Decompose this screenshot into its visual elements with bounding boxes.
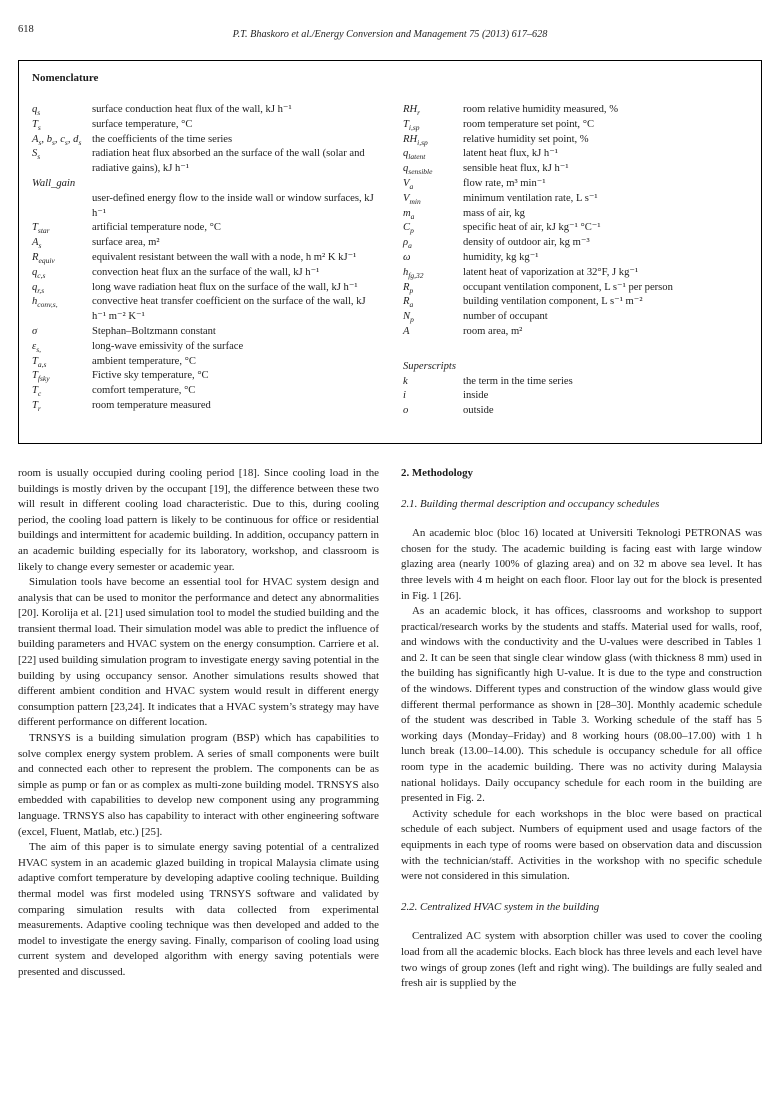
nomenclature-entry bbox=[403, 236, 748, 251]
paragraph: The aim of this paper is to simulate energy saving potential of a centralized HVAC system in an academic glazed building in tropical Malaysia climate using adaptive comfort temperature by developing adaptive cooling technique. Building thermal model was first modeled using TRNSYS software and validated by comparing simulation results with data collected from experimental measurements. Adaptive cooling technique was then developed and added to the model to investigate the energy saving. Finally, comparison of cooling load using current system and developed algorithm with energy saving potentials were presented and discussed. bbox=[18, 841, 379, 978]
symbol: $T_{i,sp}$ bbox=[403, 118, 420, 132]
section-heading: 2. Methodology bbox=[401, 466, 473, 479]
nomenclature-entry bbox=[32, 147, 377, 177]
nomenclature-entry bbox=[32, 236, 377, 251]
definition: radiation heat flux absorbed an the surface of the wall (solar and radiative gains), kJ h⁻¹ bbox=[92, 148, 365, 175]
symbol: $RH_{i,sp}$ bbox=[403, 133, 428, 147]
symbol: $V_{min}$ bbox=[403, 192, 421, 206]
symbol: $T_r$ bbox=[32, 399, 41, 414]
symbol: $T_{fsky}$ bbox=[32, 370, 50, 384]
definition: comfort temperature, °C bbox=[92, 385, 196, 397]
nomenclature-entry bbox=[32, 340, 377, 355]
symbol: k bbox=[403, 375, 408, 387]
definition: Fictive sky temperature, °C bbox=[92, 370, 209, 382]
definition: building ventilation component, L s⁻¹ m⁻² bbox=[463, 296, 643, 308]
definition: artificial temperature node, °C bbox=[92, 222, 221, 234]
symbol: $V_a$ bbox=[403, 177, 414, 192]
paragraph: room is usually occupied during cooling period [18]. Since cooling load in the buildings is mostly driven by the occupant [19], the difference between these two will result in different cooling load characteristic. Due to this, during cooling period, the cooling load pattern is likely to be continuous for office or residential buildings and intermittent for academic building. In addition, occupancy pattern in an academic building especially for its laboratory, workshop, and classroom is likely to change every semester or academic year. bbox=[18, 466, 379, 573]
symbol: $R_{equiv}$ bbox=[32, 251, 55, 266]
nomenclature-entry bbox=[403, 221, 748, 236]
symbol: $T_{a,s}$ bbox=[32, 355, 47, 369]
nomenclature-entry bbox=[32, 118, 377, 133]
symbol: $q_{sensible}$ bbox=[403, 163, 433, 177]
nomenclature-box bbox=[18, 60, 762, 444]
paragraph: Activity schedule for each workshops in the bloc were based on practical schedule of each subject. Numbers of equipment used and usage factors of the equipments in each type of rooms were based on observation data and discussion with the technician/staff. Activities in the workshop with no specific schedule were not considered in this simulation. bbox=[401, 807, 762, 883]
definition: room area, m² bbox=[463, 325, 523, 337]
definition: ambient temperature, °C bbox=[92, 355, 196, 367]
definition: room temperature set point, °C bbox=[463, 118, 595, 130]
article-body bbox=[18, 466, 762, 992]
symbol: $C_p$ bbox=[403, 222, 414, 236]
nomenclature-entry bbox=[32, 384, 377, 399]
subsection-heading: 2.2. Centralized HVAC system in the building bbox=[401, 900, 600, 913]
symbol: $q_{latent}$ bbox=[403, 148, 426, 162]
body-right-column bbox=[401, 466, 762, 992]
nomenclature-entry bbox=[403, 404, 748, 419]
nomenclature-entry bbox=[32, 355, 377, 370]
nomenclature-entry bbox=[32, 295, 377, 325]
symbol: $A_s$, $b_s$, $c_s$, $d_s$ bbox=[32, 133, 82, 147]
symbol: $N_p$ bbox=[403, 311, 414, 325]
nomenclature-entry bbox=[403, 251, 748, 266]
definition: latent heat flux, kJ h⁻¹ bbox=[463, 148, 558, 160]
symbol: $T_{star}$ bbox=[32, 222, 50, 236]
paragraph: TRNSYS is a building simulation program (BSP) which has capabilities to solve complex energy system problem. A series of small components were built and connected each other to represent the problem. The components can be as simple as pump or fan or as complex as multi-zone building model. TRNSYS also embedded with capabilities to develop new component using any programming language. TRNSYS also has capability to interact with other engineering software (excel, Fluent, Matlab, etc.) [25]. bbox=[18, 732, 379, 838]
definition: specific heat of air, kJ kg⁻¹ °C⁻¹ bbox=[463, 222, 601, 234]
symbol: $h_{fg,32}$ bbox=[403, 266, 424, 280]
definition: the term in the time series bbox=[463, 375, 573, 387]
nomenclature-entry bbox=[403, 207, 748, 222]
definition: user-defined energy flow to the inside wall or window surfaces, kJ h⁻¹ bbox=[92, 192, 374, 219]
subsection-heading: 2.1. Building thermal description and occupancy schedules bbox=[401, 497, 660, 510]
nomenclature-entry bbox=[403, 375, 748, 390]
nomenclature-entry bbox=[32, 251, 377, 266]
nomenclature-entry bbox=[403, 118, 748, 133]
definition: convective heat transfer coefficient on the surface of the wall, kJ h⁻¹ m⁻² K⁻¹ bbox=[92, 296, 366, 323]
nomenclature-entry bbox=[32, 266, 377, 281]
nomenclature-right-column bbox=[403, 103, 748, 419]
symbol: $m_a$ bbox=[403, 207, 415, 221]
definition: relative humidity set point, % bbox=[463, 133, 589, 145]
nomenclature-entry bbox=[403, 310, 748, 325]
symbol: $h_{conv,s,}$ bbox=[32, 296, 58, 310]
symbol: $R_p$ bbox=[403, 281, 414, 295]
nomenclature-entry bbox=[403, 192, 748, 207]
nomenclature-left-column bbox=[32, 103, 377, 419]
definition: the coefficients of the time series bbox=[92, 133, 233, 145]
symbol: $S_s$ bbox=[32, 148, 41, 162]
symbol: $T_s$ bbox=[32, 118, 41, 132]
body-left-column bbox=[18, 466, 379, 992]
definition: occupant ventilation component, L s⁻¹ per person bbox=[463, 281, 673, 293]
symbol: $RH_r$ bbox=[403, 104, 421, 118]
definition: room temperature measured bbox=[92, 399, 211, 411]
definition: long wave radiation heat flux on the surface of the wall, kJ h⁻¹ bbox=[92, 281, 358, 293]
symbol: i bbox=[403, 390, 406, 402]
definition: mass of air, kg bbox=[463, 207, 525, 219]
paragraph: Simulation tools have become an essential tool for HVAC system design and analysis that can be used to monitor the performance and detect any abnormalities [20]. Korolija et al. [21] used simulation tool to model the studied building and the transient thermal load. Their simulation model was able to predict the influence of building parameters and HVAC system on the energy consumption. Carriere et al. [22] used building simulation program to investigate energy saving potential in the building by using occupancy sensor. Another simulations results showed that different ambient condition and HVAC system would result in different energy consumption pattern [23,24]. It indicates that a HVAC system’s strategy may have different performance on different location. bbox=[18, 576, 379, 729]
running-head: P.T. Bhaskoro et al./Energy Conversion and Management 75 (2013) 617–628 bbox=[232, 29, 548, 40]
definition: sensible heat flux, kJ h⁻¹ bbox=[463, 163, 569, 175]
definition: surface area, m² bbox=[92, 237, 160, 249]
symbol: σ bbox=[32, 325, 38, 337]
symbol: $q_{r,s}$ bbox=[32, 281, 45, 295]
symbol: $T_c$ bbox=[32, 385, 42, 399]
definition: number of occupant bbox=[463, 311, 548, 323]
page-number: 618 bbox=[18, 24, 34, 35]
definition: equivalent resistant between the wall with a node, h m² K kJ⁻¹ bbox=[92, 251, 357, 263]
symbol: Wall_gain bbox=[32, 177, 76, 189]
definition: room relative humidity measured, % bbox=[463, 104, 619, 115]
definition: surface conduction heat flux of the wall, kJ h⁻¹ bbox=[92, 104, 292, 115]
symbol: ω bbox=[403, 251, 411, 263]
nomenclature-entry bbox=[403, 162, 748, 177]
superscripts-section bbox=[403, 360, 748, 419]
nomenclature-entry bbox=[403, 266, 748, 281]
definition: inside bbox=[463, 390, 489, 402]
nomenclature-entry bbox=[32, 281, 377, 296]
nomenclature-entry bbox=[32, 103, 377, 118]
nomenclature-entry bbox=[403, 103, 748, 118]
definition: latent heat of vaporization at 32°F, J kg⁻¹ bbox=[463, 266, 639, 278]
definition: humidity, kg kg⁻¹ bbox=[463, 251, 539, 263]
symbol: $q_s$ bbox=[32, 104, 41, 118]
nomenclature-entry bbox=[403, 281, 748, 296]
definition: surface temperature, °C bbox=[92, 118, 193, 130]
paragraph: An academic bloc (bloc 16) located at Universiti Teknologi PETRONAS was chosen for the study. The academic building is facing east with large window glazing area (nearly 100% of glazing area) and on 32 m above sea level. It has three levels with 4 m height on each floor. Floor lay out for the block is presented in Fig. 1 [26]. bbox=[401, 527, 762, 602]
symbol: o bbox=[403, 405, 409, 417]
nomenclature-columns bbox=[32, 103, 748, 419]
nomenclature-entry bbox=[32, 369, 377, 384]
definition: outside bbox=[463, 405, 494, 417]
symbol: $\rho_a$ bbox=[403, 237, 412, 251]
nomenclature-entry bbox=[32, 221, 377, 236]
definition: minimum ventilation rate, L s⁻¹ bbox=[463, 192, 598, 204]
nomenclature-entry bbox=[403, 295, 748, 310]
definition: density of outdoor air, kg m⁻³ bbox=[463, 237, 590, 249]
paragraph: Centralized AC system with absorption chiller was used to cover the cooling load from all the academic blocks. Each block has three levels and each level have two wings of group zones (left and right wing). The buildings are fully sealed and fresh air is supplied by the bbox=[401, 930, 762, 990]
nomenclature-entry bbox=[32, 133, 377, 148]
superscripts-title: Superscripts bbox=[403, 360, 456, 372]
definition: convection heat flux an the surface of the wall, kJ h⁻¹ bbox=[92, 266, 320, 278]
symbol: $q_{c,s}$ bbox=[32, 266, 46, 280]
symbol: A bbox=[403, 325, 410, 337]
page-header bbox=[18, 24, 762, 38]
definition: Stephan–Boltzmann constant bbox=[92, 325, 216, 337]
nomenclature-title: Nomenclature bbox=[32, 72, 99, 84]
nomenclature-entry bbox=[403, 325, 748, 340]
nomenclature-entry bbox=[403, 133, 748, 148]
nomenclature-entry bbox=[403, 177, 748, 192]
definition: long-wave emissivity of the surface bbox=[92, 340, 244, 352]
paragraph: As an academic block, it has offices, classrooms and workshop to support practical/research works by the students and staffs. Material used for walls, roof, and windows with the conductivity and the U-values were described in Tables 1 and 2. It can be seen that single clear window glass (with thickness 8 mm) used in the building has significantly high U-value. It is due to the type and construction of the windows. Different types and construction of the window glass would give different thermal performance as shown in [28–30]. Monthly academic schedule of the student was described in Table 3. Working schedule of the staff has 5 working days (Monday–Friday) and 8 working hours (08.00–17.00) with 1 h lunch break (13.00–14.00). This schedule is occupancy schedule for all office room type in the academic building. There was no activity during Malaysia national holidays. Daily occupancy schedule for each room in the building are presented in Fig. 2. bbox=[401, 605, 762, 805]
nomenclature-entry bbox=[32, 325, 377, 340]
symbol: $A_s$ bbox=[32, 237, 42, 251]
symbol: $R_a$ bbox=[403, 296, 414, 310]
nomenclature-entry bbox=[32, 177, 377, 221]
nomenclature-entry bbox=[403, 389, 748, 404]
nomenclature-entry bbox=[403, 147, 748, 162]
symbol: $\varepsilon_{s,}$ bbox=[32, 340, 41, 354]
nomenclature-entry bbox=[32, 399, 377, 414]
definition: flow rate, m³ min⁻¹ bbox=[463, 177, 546, 189]
